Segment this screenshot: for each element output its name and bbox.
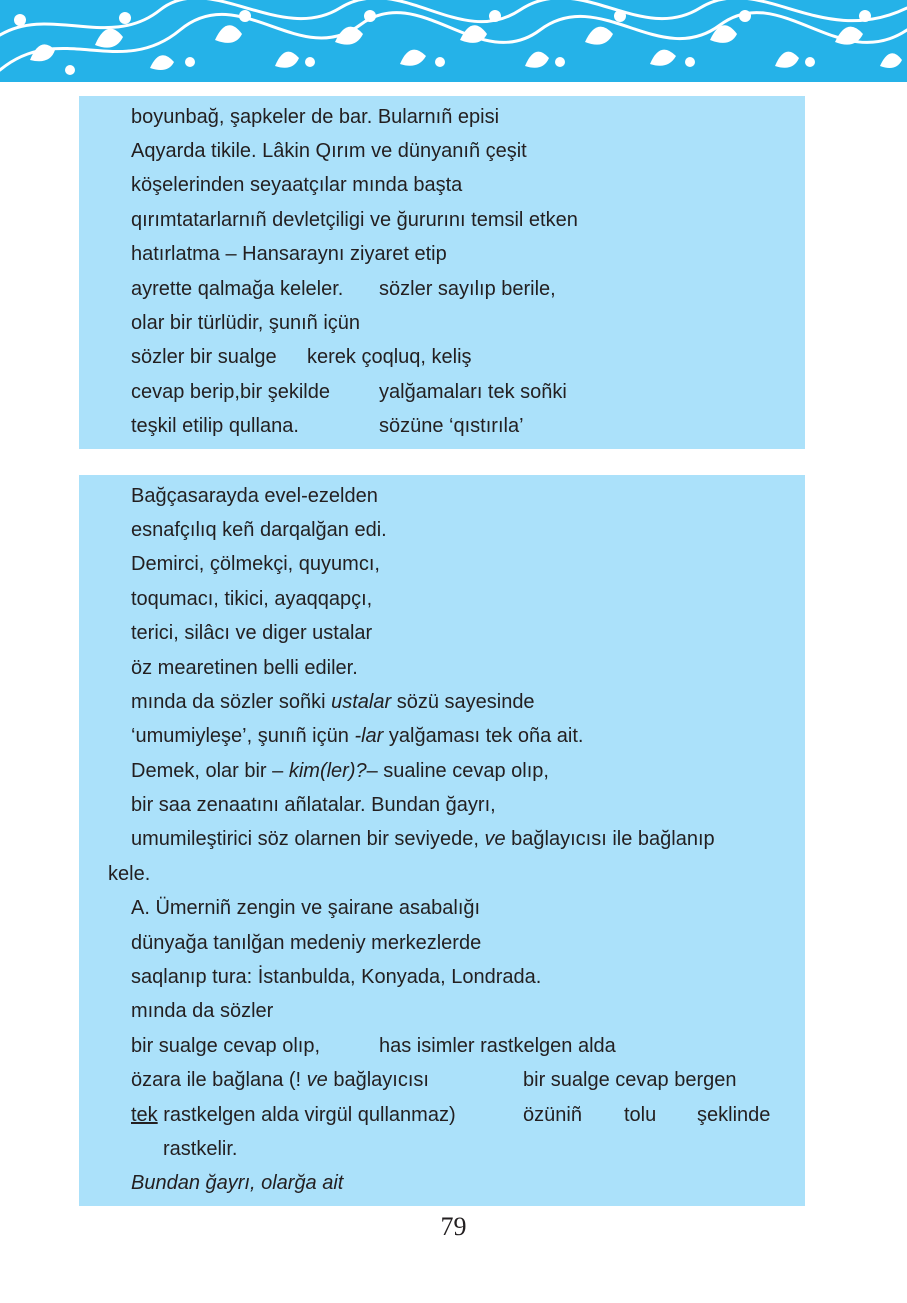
two-column-line [131,277,556,301]
two-column-line [131,1034,616,1058]
text-span: bağlayıcısı [327,1069,429,1091]
text-span: sözü sayesinde [391,691,535,713]
text-span: mında da sözler soñki [131,691,332,713]
right-column-text: sözler sayılıp berile, [379,278,556,300]
two-column-line [131,1068,737,1092]
text-box-upper [79,96,805,449]
italic-text: -lar [354,725,384,747]
text-span: rastkelgen alda virgül qullanmaz) [157,1104,456,1126]
right-column-text: yalğamaları tek soñki [379,381,567,403]
italic-text: Bundan ğayrı, olarğa ait [131,1172,344,1194]
right-column-text: has isimler rastkelgen alda [379,1035,616,1057]
text-span: Demek, olar bir – [131,760,289,782]
left-column-text: cevap berip,bir şekilde [131,381,330,403]
text-line: qırımtatarlarnıñ devletçiligi ve ğururını temsil etken [131,209,578,231]
text-line: rastkelir. [163,1138,238,1160]
text-line: saqlanıp tura: İstanbulda, Konyada, Londrada. [131,966,542,988]
left-column-text: ayrette qalmağa keleler. [131,278,344,300]
text-line: boyunbağ, şapkeler de bar. Bularnıñ episi [131,106,500,128]
two-column-line [131,1103,777,1127]
text-span: bağlayıcısı ile bağlanıp [505,828,715,850]
text-line: Demirci, çölmekçi, quyumcı, [131,553,380,575]
text-line: esnafçılıq keñ darqalğan edi. [131,519,387,541]
italic-text: ve [484,828,506,850]
text-line: hatırlatma – Hansaraynı ziyaret etip [131,243,447,265]
text-span: özara ile bağlana (! [131,1069,307,1091]
right-column-text: şeklinde [697,1104,771,1126]
text-span: yalğaması tek oña ait. [383,725,584,747]
text-line: Aqyarda tikile. Lâkin Qırım ve dünyanıñ çeşit [131,140,527,162]
text-line: öz mearetinen belli ediler. [131,657,358,679]
left-column-text: sözler bir sualge [131,346,277,368]
text-line: mında da sözler [131,1000,274,1022]
text-span: – sualine cevap olıp, [366,760,549,782]
italic-text: ve [306,1069,328,1091]
text-line: terici, silâcı ve diger ustalar [131,622,373,644]
text-box-lower [79,475,805,1206]
text-line: bir saa zenaatını añlatalar. Bundan ğayrı, [131,794,496,816]
text-line [131,690,535,714]
underlined-text: tek [131,1104,158,1126]
text-line: köşelerinden seyaatçılar mında başta [131,174,463,196]
right-column-text: bir sualge cevap bergen [523,1069,737,1091]
left-column-text: olar bir türlüdir, şunıñ içün [131,312,361,334]
right-column-text: kerek çoqluq, keliş [307,346,472,368]
text-line: Bağçasarayda evel-ezelden [131,485,378,507]
two-column-line [131,380,567,404]
text-line: dünyağa tanılğan medeniy merkezlerde [131,932,482,954]
text-line [131,759,549,783]
text-line: toqumacı, tikici, ayaqqapçı, [131,588,373,610]
italic-text: ustalar [331,691,392,713]
left-column-text: bir sualge cevap olıp, [131,1035,321,1057]
floral-ornament-icon [0,0,907,82]
left-column-text: teşkil etilip qullana. [131,415,299,437]
text-line [131,1171,343,1195]
italic-text: kim(ler)? [288,760,367,782]
floral-ornament-banner [0,0,907,82]
two-column-line [131,345,472,369]
right-column-text: tolu [624,1104,657,1126]
two-column-line [131,311,360,335]
right-column-text: özüniñ [523,1104,582,1126]
page-number: 79 [440,1212,467,1241]
text-span: umumileştirici söz olarnen bir seviyede, [131,828,485,850]
right-column-text: sözüne ‘qıstırıla’ [379,415,524,437]
text-span: ‘umumiyleşe’, şunıñ içün [131,725,355,747]
text-line: A. Ümerniñ zengin ve şairane asabalığı [131,897,481,919]
text-line: kele. [108,863,151,885]
text-line [131,827,715,851]
text-line [131,724,583,748]
two-column-line [131,414,524,438]
